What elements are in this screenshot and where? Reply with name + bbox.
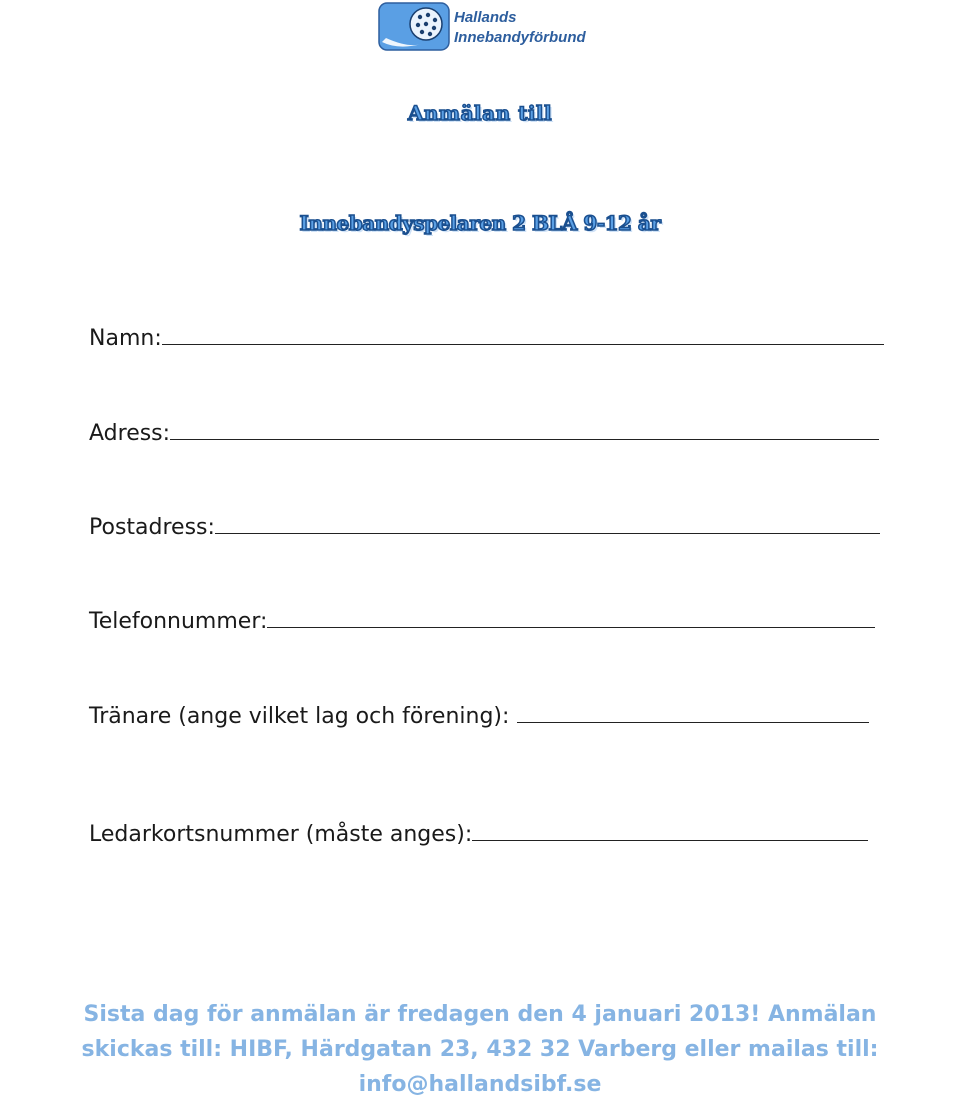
floorball-ball-icon: [378, 2, 452, 52]
postal-address-label: Postadress:: [89, 515, 215, 540]
leader-card-label: Ledarkortsnummer (måste anges):: [89, 822, 473, 847]
address-label: Adress:: [89, 421, 171, 446]
name-label: Namn:: [89, 326, 162, 351]
heading-line-1: Anmälan till: [407, 101, 553, 125]
leader-card-input-line[interactable]: [472, 818, 868, 841]
phone-input-line[interactable]: [267, 605, 875, 628]
phone-field: [89, 605, 875, 637]
coach-label: Tränare (ange vilket lag och förening):: [89, 704, 510, 729]
address-field: [89, 417, 879, 449]
phone-label: Telefonnummer:: [89, 609, 268, 634]
address-input-line[interactable]: [170, 417, 879, 440]
logo-text: [454, 8, 586, 48]
heading-line-2: Innebandyspelaren 2 BLÅ 9-12 år: [299, 211, 661, 235]
name-field: [89, 322, 884, 354]
logo-line-1: Hallands: [454, 9, 517, 26]
coach-field: [89, 700, 869, 732]
coach-input-line[interactable]: [517, 700, 869, 723]
postal-address-input-line[interactable]: [215, 511, 880, 534]
postal-address-field: [89, 511, 880, 543]
leader-card-field: [89, 818, 868, 850]
logo-line-2: Innebandyförbund: [454, 29, 586, 46]
logo: [378, 2, 618, 54]
deadline-notice: Sista dag för anmälan är fredagen den 4 januari 2013! Anmälan skickas till: HIBF, Härdgatan 23, 432 32 Varberg eller mailas till: info@hallandsibf.se: [81, 1002, 879, 1097]
name-input-line[interactable]: [162, 322, 884, 345]
